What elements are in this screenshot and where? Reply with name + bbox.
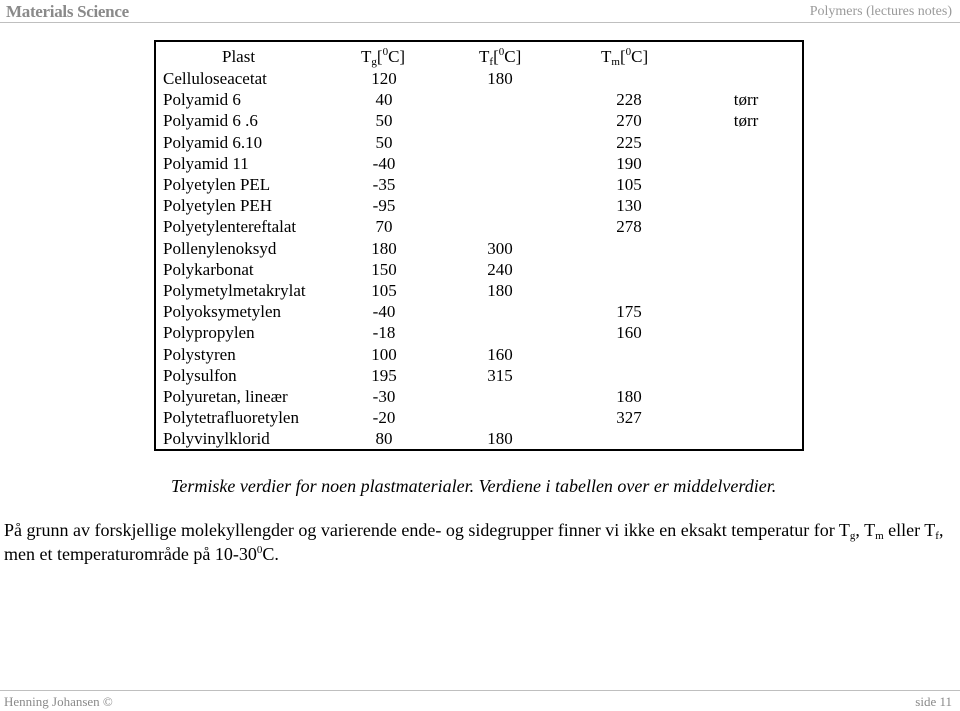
cell-plast: Polysulfon [163, 365, 237, 385]
cell-tf: 180 [487, 429, 513, 449]
cell-tm: 327 [616, 408, 642, 428]
table-caption: Termiske verdier for noen plastmaterialer. Verdiene i tabellen over er middelverdier. [171, 476, 777, 496]
table-row [156, 344, 802, 366]
cell-tf: 315 [487, 365, 513, 385]
cell-tg: 120 [371, 69, 397, 88]
footer-page-number: side 11 [915, 694, 952, 709]
cell-plast: Polyamid 11 [163, 153, 249, 173]
cell-tf: 180 [487, 281, 513, 300]
cell-plast: Polyamid 6 [163, 90, 241, 110]
cell-plast: Pollenylenoksyd [163, 238, 277, 258]
table-row [156, 407, 802, 429]
cell-tg: -40 [372, 302, 396, 322]
cell-note: tørr [733, 111, 759, 131]
cell-plast: Polymetylmetakrylat [163, 281, 306, 300]
cell-tm: 225 [616, 132, 642, 152]
body-paragraph: På grunn av forskjellige molekyllengder og varierende ende- og sidegrupper finner vi ikke en eksakt temperatur for $T_g$, $T_m$ eller $T_f$, men et temperaturområde på $10-30^0C$. [4, 520, 944, 564]
cell-plast: Polypropylen [163, 323, 255, 343]
cell-tg: -30 [372, 387, 396, 406]
column-header-tf: $T_f[^0C]$ [479, 46, 522, 68]
cell-tg: 50 [375, 132, 393, 152]
cell-tg: 100 [371, 344, 397, 364]
footer-author: Henning Johansen © [4, 694, 113, 709]
column-header-tm: $T_m[^0C]$ [601, 46, 649, 68]
cell-tg: 40 [375, 90, 393, 110]
table-row [156, 386, 802, 408]
column-header-plast: Plast [222, 47, 256, 66]
table-row [156, 174, 802, 196]
cell-tm: 228 [616, 90, 642, 110]
table-row [156, 428, 802, 450]
cell-tm: 278 [616, 217, 642, 237]
footer-divider [0, 690, 960, 691]
cell-tf: 180 [487, 69, 513, 88]
cell-plast: Polyetylen PEH [163, 196, 273, 216]
cell-plast: Polystyren [163, 344, 236, 364]
cell-plast: Polyoksymetylen [163, 302, 282, 322]
cell-plast: Polytetrafluoretylen [163, 408, 299, 428]
cell-tm: 180 [616, 387, 642, 406]
cell-tg: -18 [372, 323, 396, 343]
cell-plast: Polyamid 6.10 [163, 132, 263, 152]
cell-plast: Polyuretan, lineær [163, 387, 288, 406]
cell-tg: -95 [372, 196, 396, 216]
cell-tg: 195 [371, 365, 397, 385]
table-row [156, 322, 802, 344]
cell-tg: 150 [371, 259, 397, 279]
table-row [156, 301, 802, 323]
cell-tg: -20 [372, 408, 396, 428]
cell-plast: Polyetylen PEL [163, 175, 271, 194]
cell-tg: 105 [371, 281, 397, 300]
column-header-tg: $T_g[^0C]$ [361, 46, 406, 68]
table-row [156, 238, 802, 260]
cell-plast: Polyamid 6 .6 [163, 111, 258, 131]
table-row [156, 110, 802, 132]
materials-science-logo: Materials Science [6, 2, 129, 21]
cell-plast: Polykarbonat [163, 259, 254, 279]
table-row [156, 365, 802, 387]
cell-note: tørr [733, 90, 759, 110]
table-row [156, 280, 802, 302]
cell-tg: 180 [371, 238, 397, 258]
cell-tm: 160 [616, 323, 642, 343]
header-divider [0, 22, 960, 23]
cell-plast: Polyvinylklorid [163, 429, 270, 449]
cell-tm: 175 [616, 302, 642, 322]
table-row [156, 195, 802, 217]
cell-tg: -40 [372, 153, 396, 173]
cell-plast: Polyetylentereftalat [163, 217, 297, 237]
cell-tm: 130 [616, 196, 642, 216]
table-row [156, 68, 802, 90]
table-row [156, 89, 802, 111]
cell-tf: 300 [487, 238, 513, 258]
cell-tm: 190 [616, 153, 642, 173]
table-row [156, 132, 802, 154]
cell-tg: -35 [372, 175, 396, 194]
page-header-title: Polymers (lectures notes) [809, 4, 952, 19]
table-row [156, 259, 802, 281]
table-row [156, 153, 802, 175]
table-row [156, 216, 802, 238]
cell-plast: Celluloseacetat [163, 69, 267, 88]
table-header-row [156, 46, 802, 68]
cell-tm: 105 [616, 175, 642, 194]
cell-tm: 270 [616, 111, 642, 131]
cell-tg: 50 [375, 111, 393, 131]
cell-tf: 240 [487, 259, 513, 279]
cell-tf: 160 [487, 344, 513, 364]
thermal-values-table [154, 40, 804, 451]
cell-tg: 70 [375, 217, 393, 237]
cell-tg: 80 [375, 429, 393, 449]
